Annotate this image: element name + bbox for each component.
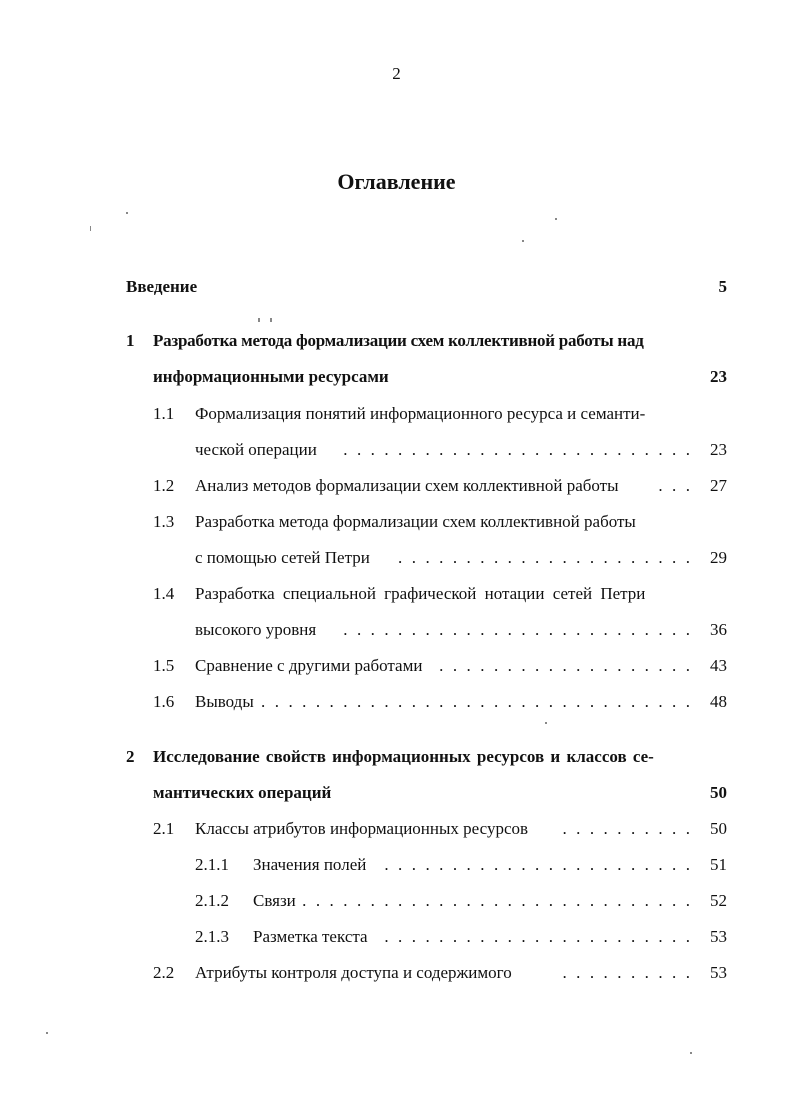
toc-sec-1-1-line2: ческой операции (195, 440, 317, 459)
toc-sec-2-1-3-line1: Разметка текста (253, 927, 368, 946)
toc-sec-1-6-line1: Выводы (195, 692, 254, 711)
toc-leader-dots (335, 619, 690, 641)
toc-leader-dots (655, 475, 690, 497)
toc-sec-2-1-2-line1: Связи (253, 891, 296, 910)
toc-leader-dots (262, 691, 690, 713)
toc-ch1-title-line2: информационными ресурсами (153, 367, 389, 386)
toc-intro-label: Введение (126, 277, 198, 296)
toc-sec-1-6-num: 1.6 (153, 692, 175, 711)
toc-ch2-title-line2: мантических операций (153, 783, 332, 802)
toc-sec-1-5-page: 43 (710, 656, 727, 675)
toc-sec-1-4-line1: Разработка специальной графической нотации сетей Петри (195, 584, 646, 603)
scan-speck (522, 240, 524, 242)
toc-sec-1-3-line1: Разработка метода формализации схем коллективной работы (195, 512, 636, 531)
toc-ch2-page: 50 (710, 783, 727, 802)
toc-ch1-num: 1 (126, 331, 135, 350)
scan-speck (126, 212, 128, 214)
toc-sec-2-1-2-page: 52 (710, 891, 727, 910)
toc-leader-dots (385, 854, 690, 876)
toc-sec-1-5-num: 1.5 (153, 656, 175, 675)
scan-speck (46, 1032, 48, 1034)
toc-sec-1-2-page: 27 (710, 476, 727, 495)
scan-speck (690, 1052, 692, 1054)
toc-ch2-num: 2 (126, 747, 135, 766)
toc-ch1-title-line1: Разработка метода формализации схем коллективной работы над (153, 331, 644, 350)
scan-speck (545, 722, 547, 724)
toc-leader-dots (393, 547, 690, 569)
toc-sec-2-1-1-page: 51 (710, 855, 727, 874)
toc-leader-dots (556, 818, 690, 840)
toc-sec-2-1-3-page: 53 (710, 927, 727, 946)
toc-sec-1-2-line1: Анализ методов формализации схем коллективной работы (195, 476, 619, 495)
toc-leader-dots (334, 439, 690, 461)
toc-sec-2-1-line1: Классы атрибутов информационных ресурсов (195, 819, 529, 838)
toc-sec-1-1-num: 1.1 (153, 404, 175, 423)
toc-sec-2-1-1-line1: Значения полей (253, 855, 367, 874)
toc-sec-1-1-page: 23 (710, 440, 727, 459)
toc-intro-page: 5 (718, 277, 727, 296)
toc-leader-dots (303, 890, 690, 912)
toc-sec-1-3-num: 1.3 (153, 512, 175, 531)
toc-sec-2-1-page: 50 (710, 819, 727, 838)
toc-sec-2-1-num: 2.1 (153, 819, 175, 838)
toc-sec-2-1-2-num: 2.1.2 (195, 891, 229, 910)
toc-sec-1-2-num: 1.2 (153, 476, 175, 495)
page-number: 2 (392, 64, 401, 83)
toc-sec-1-4-num: 1.4 (153, 584, 175, 603)
toc-sec-2-2-num: 2.2 (153, 963, 175, 982)
toc-sec-1-1-line1: Формализация понятий информационного ресурса и семанти- (195, 404, 646, 423)
toc-leader-dots (385, 926, 690, 948)
toc-sec-1-4-line2: высокого уровня (195, 620, 317, 639)
toc-sec-1-6-page: 48 (710, 692, 727, 711)
toc-leader-dots (440, 655, 690, 677)
toc-sec-2-2-page: 53 (710, 963, 727, 982)
toc-sec-2-1-3-num: 2.1.3 (195, 927, 229, 946)
toc-ch1-page: 23 (710, 367, 727, 386)
page-title: Оглавление (337, 169, 456, 194)
toc-sec-1-4-page: 36 (710, 620, 727, 639)
scan-speck (270, 318, 272, 322)
scan-speck (258, 318, 260, 322)
toc-sec-2-1-1-num: 2.1.1 (195, 855, 229, 874)
toc-leader-dots (552, 962, 690, 984)
toc-sec-2-2-line1: Атрибуты контроля доступа и содержимого (195, 963, 512, 982)
scan-speck (90, 226, 91, 231)
toc-sec-1-3-line2: с помощью сетей Петри (195, 548, 370, 567)
toc-sec-1-3-page: 29 (710, 548, 727, 567)
toc-ch2-title-line1: Исследование свойств информационных ресурсов и классов се- (153, 747, 654, 766)
scan-speck (555, 218, 557, 220)
toc-sec-1-5-line1: Сравнение с другими работами (195, 656, 423, 675)
